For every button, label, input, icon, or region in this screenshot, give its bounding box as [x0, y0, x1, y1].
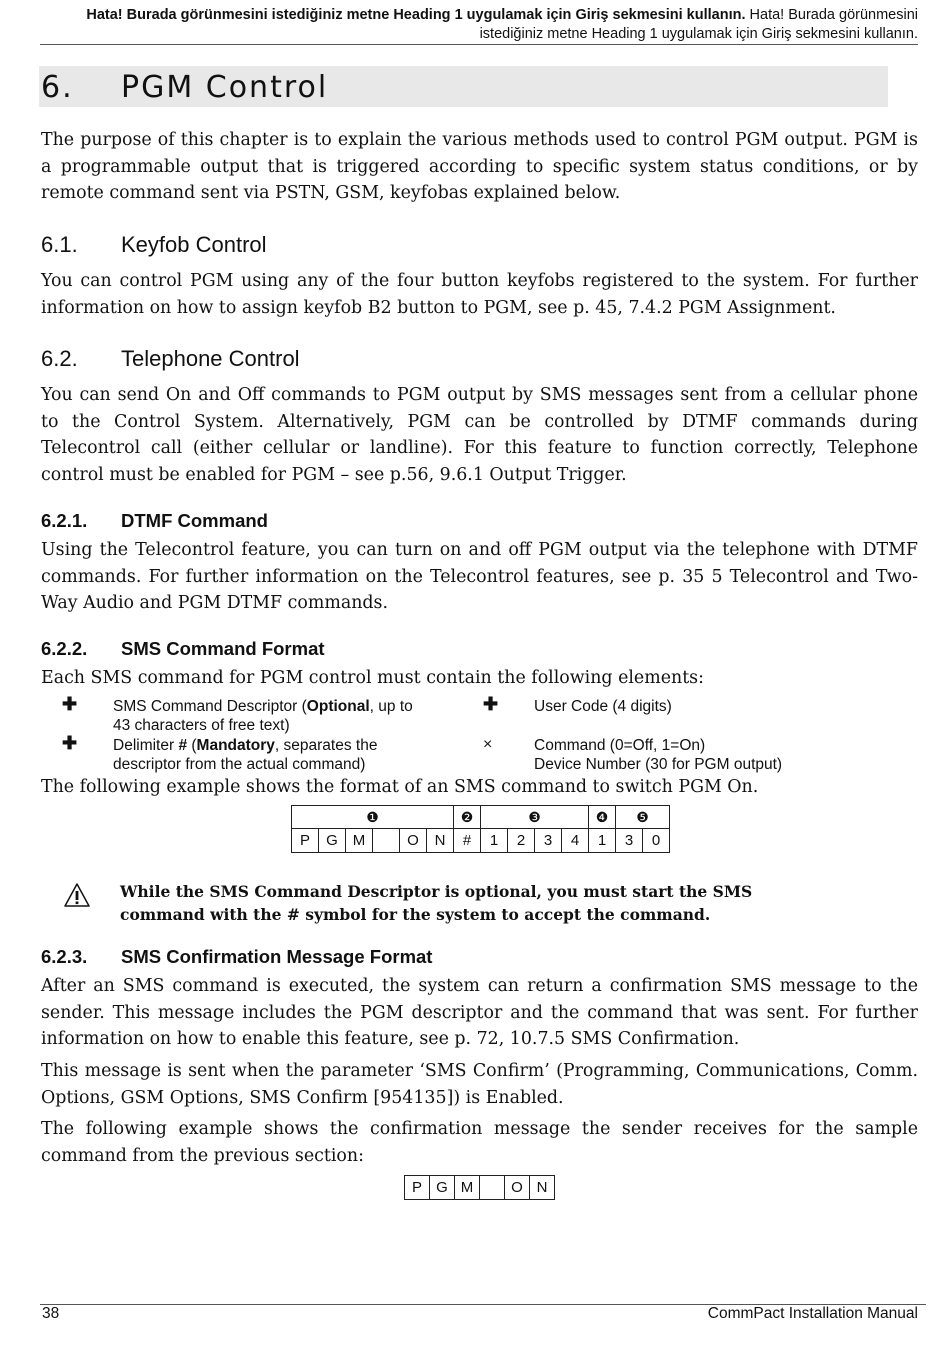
chapter-number: 6.	[41, 70, 74, 105]
bullet-bold: Mandatory	[196, 737, 275, 754]
warning-icon	[63, 882, 91, 908]
table-row	[292, 829, 670, 853]
chapter-title: PGM Control	[121, 70, 329, 105]
plus-bullet-icon: ✚	[62, 694, 78, 714]
char-cell: 2	[508, 829, 535, 853]
sms-example-lead: The following example shows the format of an SMS command to switch PGM On.	[41, 777, 759, 797]
char-cell: 4	[562, 829, 589, 853]
section-title: Keyfob Control	[121, 232, 267, 257]
section-number: 6.2.1.	[41, 510, 88, 531]
char-cell: N	[427, 829, 454, 853]
bullet-text: 43 characters of free text)	[113, 717, 290, 734]
section-number: 6.2.2.	[41, 638, 88, 659]
char-cell: N	[530, 1176, 555, 1200]
bullet-text: SMS Command Descriptor (	[113, 698, 307, 715]
bullet-text: , separates the	[274, 737, 378, 754]
char-cell: O	[400, 829, 427, 853]
warning-note: While the SMS Command Descriptor is optional, you must start the SMS command with the # symbol for the system to accept the command.	[120, 882, 753, 924]
marker-cell: ❺	[616, 806, 670, 829]
section-number: 6.2.	[41, 346, 78, 371]
intro-paragraph: The purpose of this chapter is to explain the various methods used to control PGM output. PGM is a programmable output that is triggered according to specific system status conditions, or by remote command sent via PSTN, GSM, keyfobas explained below.	[41, 130, 918, 203]
chapter-heading	[39, 66, 888, 107]
bullet-text: descriptor from the actual command)	[113, 756, 366, 773]
marker-cell: ❸	[481, 806, 589, 829]
table-row	[292, 806, 670, 829]
section-number: 6.2.3.	[41, 946, 88, 967]
confirmation-paragraph-1: After an SMS command is executed, the system can return a confirmation SMS message to the sender. This message includes the PGM descriptor and the command that was sent. For further information on how to enable this feature, see p. 72, 10.7.5 SMS Confirmation.	[41, 976, 918, 1049]
section-title: SMS Command Format	[121, 638, 325, 659]
plus-bullet-icon: ✚	[62, 733, 78, 753]
sms-format-lead: Each SMS command for PGM control must contain the following elements:	[41, 668, 704, 688]
section-title: DTMF Command	[121, 510, 268, 531]
bullet-text: Command (0=Off, 1=On)	[534, 737, 706, 754]
section-number: 6.1.	[41, 232, 78, 257]
section-title: SMS Confirmation Message Format	[121, 946, 433, 967]
char-cell: 1	[589, 829, 616, 853]
char-cell: 1	[481, 829, 508, 853]
char-cell	[480, 1176, 505, 1200]
bullet-text: Device Number (30 for PGM output)	[534, 756, 783, 773]
confirmation-paragraph-2: This message is sent when the parameter ‘SMS Confirm’ (Programming, Communications, Comm. Options, GSM Options, SMS Confirm [954135]) is Enabled.	[41, 1061, 918, 1108]
char-cell: O	[505, 1176, 530, 1200]
bullet-text: User Code (4 digits)	[534, 698, 672, 715]
telephone-paragraph: You can send On and Off commands to PGM output by SMS messages sent from a cellular phone to the Control System. Alternatively, PGM can be controlled by DTMF commands during Telecontrol call (either cellular or landline). For this feature to function correctly, Telephone control must be enabled for PGM – see p.56, 9.6.1 Output Trigger.	[41, 385, 918, 485]
keyfob-paragraph: You can control PGM using any of the four button keyfobs registered to the system. For further information on how to assign keyfob B2 button to PGM, see p. 45, 7.4.2 PGM Assignment.	[41, 271, 918, 318]
table-row	[405, 1176, 555, 1200]
header-divider	[40, 44, 918, 45]
sms-command-table	[291, 805, 670, 853]
char-cell: 3	[616, 829, 643, 853]
char-cell: P	[292, 829, 319, 853]
bullet-text: Delimiter	[113, 737, 179, 754]
bullet-text: , up to	[369, 698, 413, 715]
running-header-bold: Hata! Burada görünmesini istediğiniz metne Heading 1 uygulamak için Giriş sekmesini kullanın.	[86, 7, 746, 23]
cross-bullet-icon: ×	[483, 736, 493, 753]
marker-cell: ❶	[292, 806, 454, 829]
marker-cell: ❷	[454, 806, 481, 829]
dtmf-paragraph: Using the Telecontrol feature, you can turn on and off PGM output via the telephone with DTMF commands. For further information on the Telecontrol features, see p. 35 5 Telecontrol and Two-Way Audio and PGM DTMF commands.	[41, 540, 918, 613]
plus-bullet-icon: ✚	[483, 694, 499, 714]
running-header	[40, 6, 918, 44]
bullet-bold: Optional	[306, 698, 370, 715]
bullet-bold: #	[178, 737, 188, 754]
section-title: Telephone Control	[121, 346, 300, 371]
sms-confirmation-table	[404, 1175, 555, 1200]
manual-title: CommPact Installation Manual	[707, 1305, 918, 1322]
char-cell: #	[454, 829, 481, 853]
char-cell: M	[455, 1176, 480, 1200]
char-cell: G	[319, 829, 346, 853]
confirmation-paragraph-3: The following example shows the confirmation message the sender receives for the sample command from the previous section:	[41, 1119, 918, 1166]
char-cell: M	[346, 829, 373, 853]
char-cell: 3	[535, 829, 562, 853]
char-cell: 0	[643, 829, 670, 853]
page-number: 38	[42, 1305, 60, 1322]
running-header-rest: Hata! Burada görünmesini istediğiniz metne Heading 1 uygulamak için Giriş sekmesini kullanın.	[479, 7, 918, 42]
marker-cell: ❹	[589, 806, 616, 829]
char-cell	[373, 829, 400, 853]
bullet-text: (	[187, 737, 197, 754]
char-cell: P	[405, 1176, 430, 1200]
char-cell: G	[430, 1176, 455, 1200]
